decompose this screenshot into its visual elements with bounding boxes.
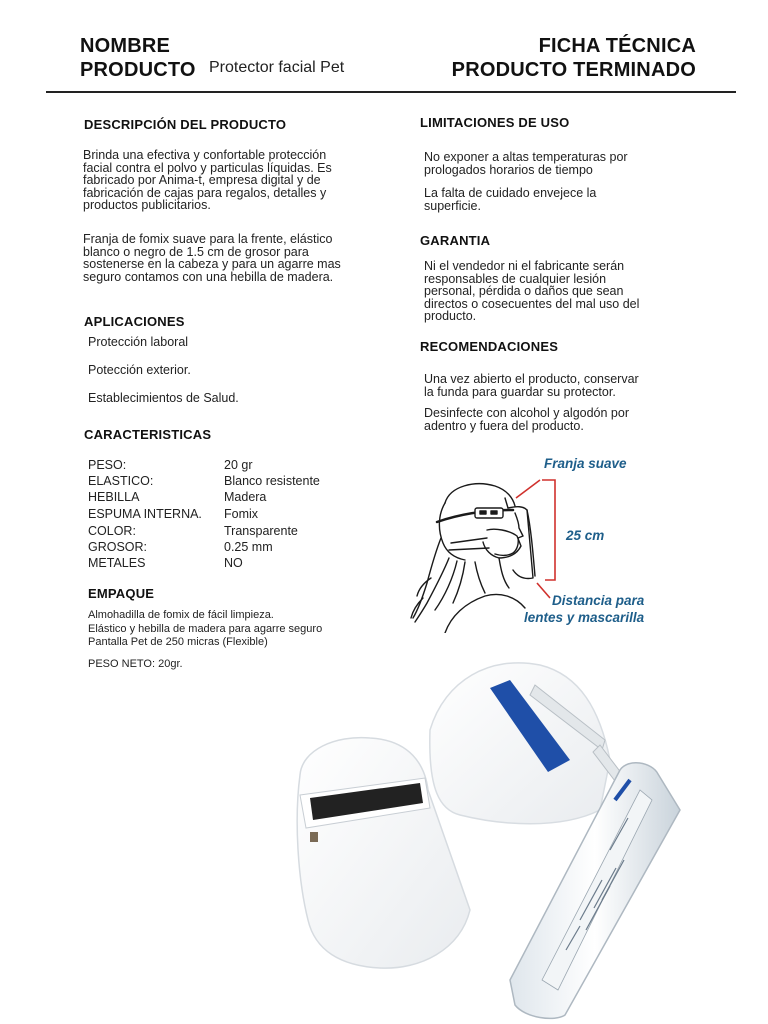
aplicacion-item: Potección exterior. <box>88 363 191 377</box>
spec-value: Blanco resistente <box>224 474 320 488</box>
header-label-nombre: NOMBRE <box>80 35 171 57</box>
spec-row <box>88 458 348 474</box>
text-line: Almohadilla de fomix de fácil limpieza. <box>88 609 274 621</box>
text-line: seguro contamos con una hebilla de madera. <box>83 269 334 284</box>
text-line: la funda para guardar su protector. <box>424 384 616 399</box>
recomendaciones-paragraph-1 <box>424 373 651 398</box>
spec-row <box>88 490 348 506</box>
spec-row <box>88 507 348 523</box>
descripcion-paragraph-1 <box>83 149 354 212</box>
spec-value: 20 gr <box>224 458 253 472</box>
text-line: facial contra el polvo y particulas líquidas. Es <box>83 160 332 175</box>
text-line: No exponer a altas temperaturas por <box>424 150 628 164</box>
text-line: Brinda una efectiva y confortable protección <box>83 148 327 162</box>
text-line: producto. <box>424 309 477 323</box>
text-line: Franja de fomix suave para la frente, elástico <box>83 232 333 246</box>
product-photo <box>280 650 710 1020</box>
section-title-recomendaciones: RECOMENDACIONES <box>420 339 559 354</box>
spec-row <box>88 556 348 572</box>
text-line: blanco o negro de 1.5 cm de grosor para <box>83 244 309 259</box>
annotation-25cm: 25 cm <box>566 528 605 543</box>
product-name: Protector facial Pet <box>209 59 345 76</box>
spec-row <box>88 540 348 556</box>
text-line: prologados horarios de tiempo <box>424 162 593 177</box>
head-silhouette-illustration <box>411 484 535 633</box>
section-title-aplicaciones: APLICACIONES <box>84 314 185 329</box>
text-line: productos publicitarios. <box>83 198 211 212</box>
recomendaciones-paragraph-2 <box>424 407 651 432</box>
spec-key: GROSOR: <box>88 540 148 554</box>
spec-key: COLOR: <box>88 524 136 538</box>
header-divider <box>46 91 736 93</box>
annotation-distancia-line2: lentes y mascarilla <box>524 610 645 625</box>
section-title-descripcion: DESCRIPCIÓN DEL PRODUCTO <box>84 117 287 132</box>
garantia-paragraph <box>424 260 651 323</box>
text-line: La falta de cuidado envejece la <box>424 186 597 200</box>
text-line: Ni el vendedor ni el fabricante serán <box>424 259 625 273</box>
spec-value: Fomix <box>224 507 259 521</box>
text-line: Elástico y hebilla de madera para agarre seguro <box>88 622 323 635</box>
spec-value: 0.25 mm <box>224 540 273 554</box>
aplicacion-item: Protección laboral <box>88 335 189 349</box>
text-line: personal, pérdida o daños que sean <box>424 284 624 298</box>
text-line: responsables de cualquier lesión <box>424 271 607 286</box>
text-line: adentro y fuera del producto. <box>424 418 584 433</box>
section-title-caracteristicas: CARACTERISTICAS <box>84 427 212 442</box>
text-line: fabricado por Anima-t, empresa digital y de <box>83 173 321 187</box>
section-title-empaque: EMPAQUE <box>88 586 155 601</box>
section-title-limitaciones: LIMITACIONES DE USO <box>420 115 570 130</box>
spec-row <box>88 524 348 540</box>
face-shield-blue-strip-illustration <box>430 663 625 824</box>
empaque-list <box>88 609 322 650</box>
spec-key: ESPUMA INTERNA. <box>88 507 202 521</box>
section-title-garantia: GARANTIA <box>420 233 491 248</box>
spec-key: METALES <box>88 556 146 570</box>
text-line: Una vez abierto el producto, conservar <box>424 372 639 386</box>
text-line: sostenerse en la cabeza y para un agarre mas <box>83 257 341 271</box>
text-line: fabricación de cajas para regalos, detalles y <box>83 185 327 200</box>
text-line: superficie. <box>424 198 481 213</box>
header-title-ficha: FICHA TÉCNICA <box>538 35 696 57</box>
limitaciones-paragraph-1 <box>424 151 651 176</box>
spec-key: HEBILLA <box>88 490 140 504</box>
annotation-distancia-line1: Distancia para <box>552 593 645 608</box>
aplicacion-item: Establecimientos de Salud. <box>88 391 239 405</box>
text-line: Pantalla Pet de 250 micras (Flexible) <box>88 636 268 648</box>
spec-value: NO <box>224 556 243 570</box>
descripcion-paragraph-2 <box>83 233 354 283</box>
peso-neto: PESO NETO: 20gr. <box>88 658 183 670</box>
measurement-bracket <box>516 480 555 598</box>
annotation-franja-suave: Franja suave <box>544 456 627 471</box>
header-label-producto: PRODUCTO <box>80 59 196 81</box>
spec-row <box>88 474 348 490</box>
text-line: Desinfecte con alcohol y algodón por <box>424 406 629 420</box>
text-line: directos o cosecuentes del mal uso del <box>424 296 640 311</box>
spec-value: Transparente <box>224 524 298 538</box>
spec-key: PESO: <box>88 458 127 472</box>
spec-value: Madera <box>224 490 267 504</box>
spec-key: ELASTICO: <box>88 474 154 488</box>
limitaciones-paragraph-2 <box>424 187 651 212</box>
header-title-producto-terminado: PRODUCTO TERMINADO <box>451 59 696 81</box>
